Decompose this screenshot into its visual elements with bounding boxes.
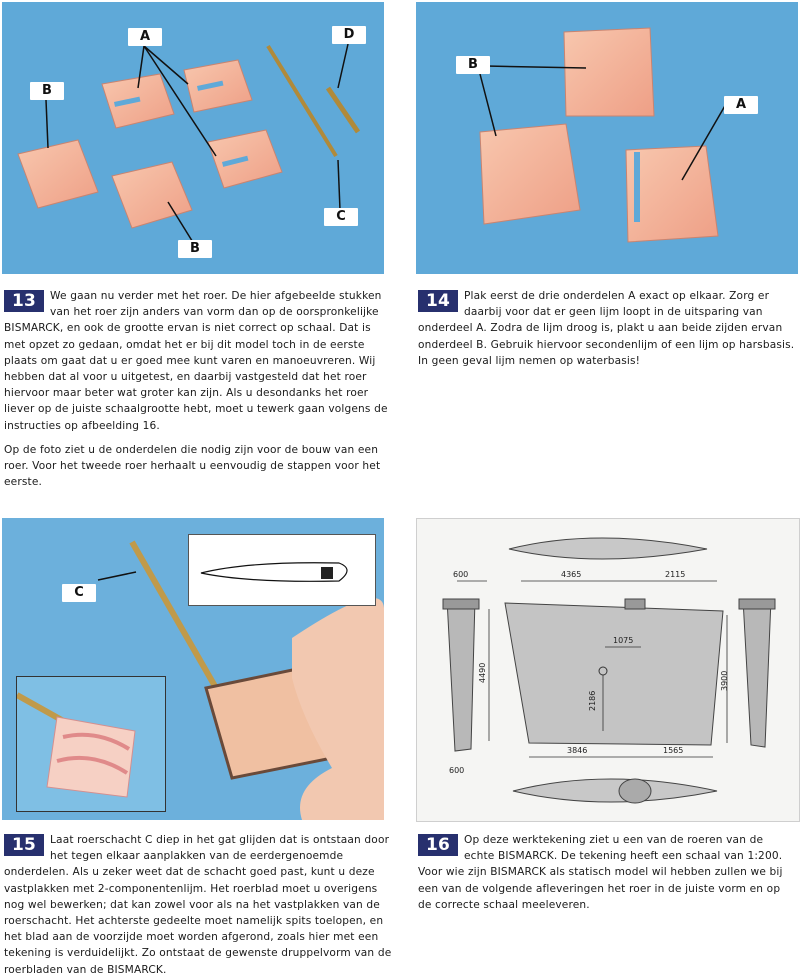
label-a: A <box>724 96 758 114</box>
dim-height-left: 4490 <box>478 662 487 683</box>
part-b-1 <box>18 140 98 208</box>
dim-bottom-right: 1565 <box>663 746 684 755</box>
dim-inner-height: 2186 <box>588 690 597 711</box>
inset-cross-section <box>188 534 376 606</box>
step-number-badge: 15 <box>4 834 44 856</box>
step-15-text: Laat roerschacht C diep in het gat glijden dat is ontstaan door het tegen elkaar aanplakken van de eerdergenoemde onderdelen. Als u zeker weet dat de schacht goed past, kunt u deze vastplakken met 2-componentenlijm. Het roerblad moet u overigens nog wel bewerken; dat kan zowel voor als na het vastplakken van de roerschacht. Het achterste gedeelte moet namelijk spits toelopen, en het blad aan de voorzijde moet worden afgerond, zoals hier met een tekening is verduidelijkt. Zo ontstaat de gewenste druppelvorm van de roerbladen van de BISMARCK. <box>4 834 392 976</box>
part-a-right <box>626 146 718 242</box>
hand <box>292 598 384 820</box>
dim-top-left: 600 <box>453 570 469 579</box>
inset-rudder-photo <box>16 676 166 812</box>
rudder-drawing-graphic <box>417 519 799 821</box>
step-16 <box>418 832 796 913</box>
part-b-left <box>480 124 580 224</box>
label-d: D <box>332 26 366 44</box>
technical-drawing <box>416 518 800 822</box>
part-b-2 <box>112 162 192 228</box>
dim-height-right: 3900 <box>720 670 729 691</box>
step-15 <box>4 832 392 978</box>
step-16-text: Op deze werktekening ziet u een van de roeren van de echte BISMARCK. De tekening heeft een schaal van 1:200. Voor wie zijn BISMARCK als statisch model wil hebben zullen we bij een van de volgende afleveringen het roer in de juiste vorm en op de correcte schaal meeleveren. <box>418 834 783 911</box>
part-a-1 <box>102 74 174 128</box>
dim-bottom-far-left: 600 <box>449 766 465 775</box>
label-c: C <box>62 584 96 602</box>
label-b: B <box>456 56 490 74</box>
rod-c <box>268 46 336 156</box>
parts-photo-graphic <box>2 2 384 274</box>
dim-inner-top: 1075 <box>613 636 634 645</box>
label-c: C <box>324 208 358 226</box>
step-number-badge: 14 <box>418 290 458 312</box>
photo-rudder-assembly <box>2 518 384 820</box>
step-13-text-2: Op de foto ziet u de onderdelen die nodig zijn voor de bouw van een roer. Voor het tweede roer herhaalt u eenvoudig de stappen voor het eerste. <box>4 443 381 489</box>
step-13 <box>4 288 392 490</box>
step-13-text: We gaan nu verder met het roer. De hier afgebeelde stukken van het roer zijn anders van vorm dan op de oorspronkelijke BISMARCK, en ook de grootte ervan is niet correct op schaal. Dat is met opzet zo gedaan, omdat het er bij dit model toch in de eerste plaats om gaat dat u er goed mee kunt varen en manoeuvreren. Wij hebben dat al voor u uitgetest, en daarbij vastgesteld dat het roer hiervoor maar beter wat groter kan zijn. Als u desondanks het roer liever op de juiste schaalgrootte hebt, moet u tewerk gaan volgens de instructies op afbeelding 16. <box>4 290 388 432</box>
step-14 <box>418 288 796 369</box>
photo-glued-parts <box>416 2 798 274</box>
label-b-bottom: B <box>178 240 212 258</box>
part-b-top <box>564 28 654 116</box>
rod-d <box>328 88 358 132</box>
step-number-badge: 13 <box>4 290 44 312</box>
dim-bottom-left: 3846 <box>567 746 588 755</box>
part-a-3 <box>208 130 282 188</box>
label-b-left: B <box>30 82 64 100</box>
step-14-text: Plak eerst de drie onderdelen A exact op elkaar. Zorg er daarbij voor dat er geen lijm loopt in de uitsparing van onderdeel A. Zodra de lijm droog is, plakt u aan beide zijden ervan onderdeel B. Gebruik hiervoor secondenlijm of een lijm op harsbasis. In geen geval lijm nemen op waterbasis! <box>418 290 795 367</box>
dim-top-right: 2115 <box>665 570 686 579</box>
photo-parts-overview <box>2 2 384 274</box>
label-a: A <box>128 28 162 46</box>
part-a-2 <box>184 60 252 112</box>
step-number-badge: 16 <box>418 834 458 856</box>
glued-parts-graphic <box>416 2 798 274</box>
dim-top-mid: 4365 <box>561 570 582 579</box>
